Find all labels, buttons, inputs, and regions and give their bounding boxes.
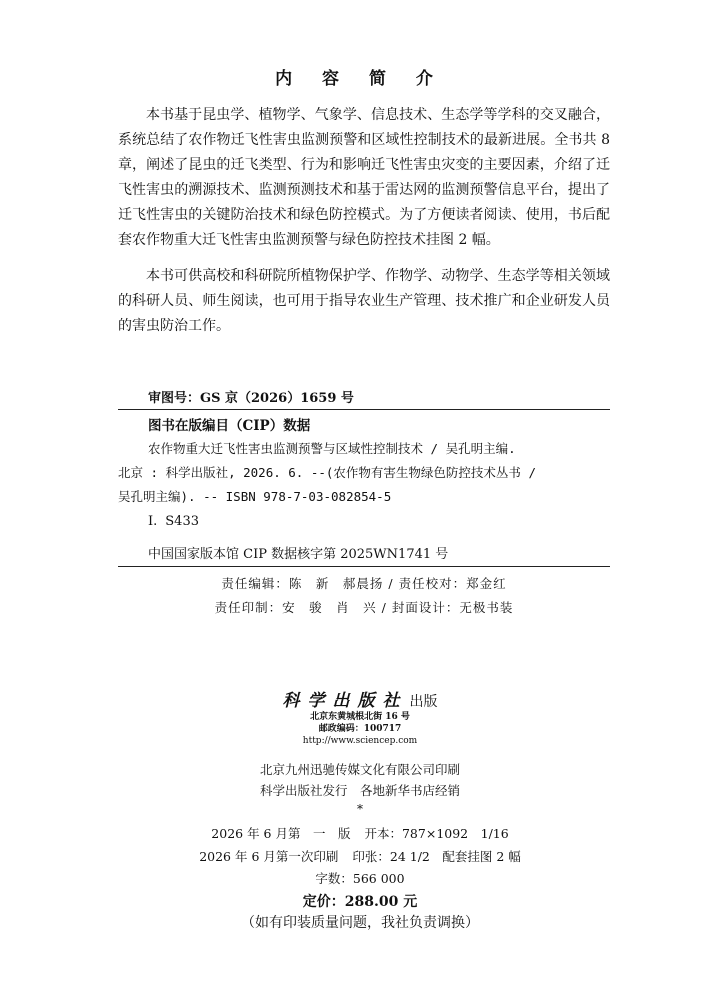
edition: 2026 年 6 月第 一 版 xyxy=(211,826,351,841)
cip-line-3: 吴孔明主编). -- ISBN 978-7-03-082854-5 xyxy=(118,489,392,504)
cip-class-code: S433 xyxy=(165,514,199,529)
intro-paragraph-2: 本书可供高校和科研院所植物保护学、作物学、动物学、生态学等相关领域的科研人员、师生阅读，也可用于指导农业生产管理、技术推广和企业研发人员的害虫防治工作。 xyxy=(118,268,610,334)
intro-paragraph-1: 本书基于昆虫学、植物学、气象学、信息技术、生态学等学科的交叉融合，系统总结了农作物迁飞性害虫监测预警和区域性控制技术的最新进展。全书共 8 章，阐述了昆虫的迁飞类型、行为和影响迁飞性害虫灾变的主要因素，介绍了迁飞性害虫的溯源技术、监测预测技术和基于雷达网的监测预警信息平台，提出了迁飞性害虫的关键防治技术和绿色防控模式。为了方便读者阅读、使用，书后配套农作物重大迁飞性害虫监测预警与绿色防控技术挂图 2 幅。 xyxy=(118,107,610,248)
cip-top-divider xyxy=(118,409,610,410)
format: 开本：787×1092 1/16 xyxy=(364,826,509,841)
cip-line-1: 农作物重大迁飞性害虫监测预警与区域性控制技术 / 吴孔明主编. xyxy=(148,441,516,456)
publisher-address: 北京东黄城根北街 16 号 xyxy=(310,712,410,722)
cip-line-2: 北京 : 科学出版社, 2026. 6. --(农作物有害生物绿色防控技术丛书 / xyxy=(118,465,536,480)
credits-editors: 责任编辑：陈 新 郝晨扬 / 责任校对：郑金红 xyxy=(221,576,507,591)
cip-class-roman: Ⅰ. xyxy=(148,514,158,529)
publisher-zip: 邮政编码：100717 xyxy=(318,724,402,734)
publisher-line xyxy=(0,686,720,711)
edition-line xyxy=(0,824,720,842)
publisher-suffix: 出版 xyxy=(409,694,438,710)
price: 定价：288.00 元 xyxy=(302,894,418,910)
map-approval-number: 审图号：GS 京（2026）1659 号 xyxy=(148,391,354,406)
word-count: 字数：566 000 xyxy=(315,871,405,886)
distribution-line: 科学出版社发行 各地新华书店经销 xyxy=(259,783,460,798)
publisher-name: 科学出版社 xyxy=(282,691,408,711)
printer-line: 北京九州迅驰传媒文化有限公司印刷 xyxy=(259,762,460,777)
cip-check-number: 中国国家版本馆 CIP 数据核字第 2025WN1741 号 xyxy=(148,547,449,562)
cip-record xyxy=(118,437,610,509)
sheets: 印张：24 1/2 配套挂图 2 幅 xyxy=(352,849,521,864)
cip-bottom-divider xyxy=(118,566,610,567)
cip-classification xyxy=(148,514,207,529)
separator-star: * xyxy=(357,802,363,816)
publisher-url: http://www.sciencep.com xyxy=(302,736,418,746)
impression: 2026 年 6 月第一次印刷 xyxy=(199,849,339,864)
quality-note: （如有印装质量问题，我社负责调换） xyxy=(241,915,479,931)
credits-production: 责任印制：安 骏 肖 兴 / 封面设计：无极书装 xyxy=(214,600,514,615)
impression-line xyxy=(0,847,720,865)
page-title: 内 容 简 介 xyxy=(275,69,445,89)
cip-heading: 图书在版编目（CIP）数据 xyxy=(148,418,311,434)
